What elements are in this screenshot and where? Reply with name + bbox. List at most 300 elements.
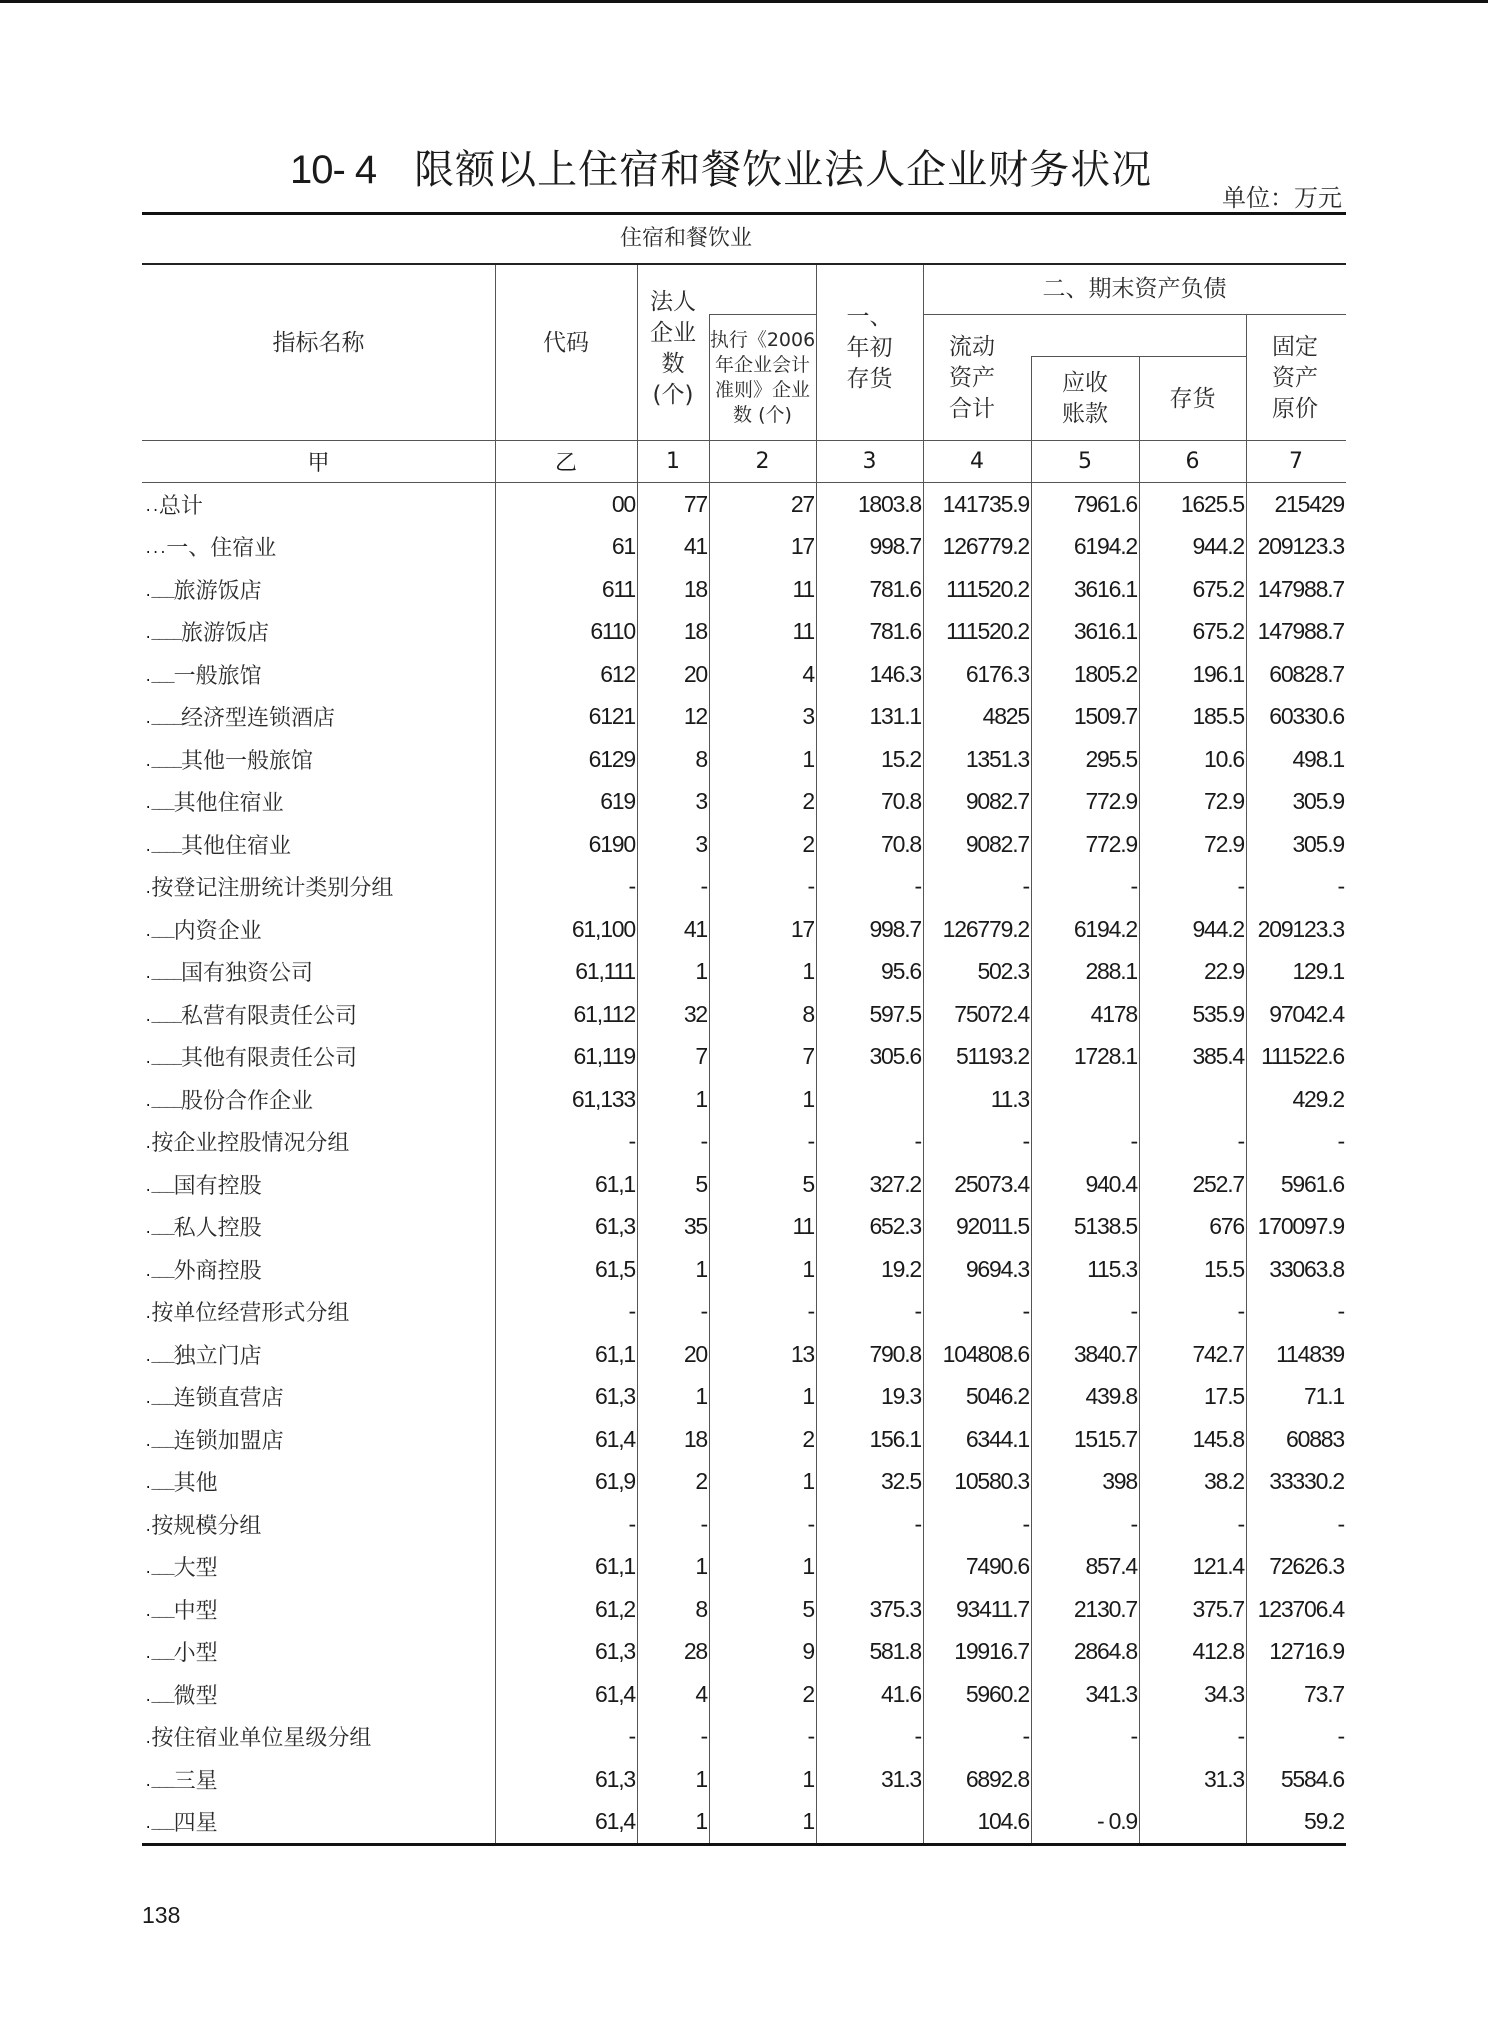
industry-caption-text: 住宿和餐饮业	[619, 226, 752, 251]
table-row	[142, 1036, 1346, 1079]
row-value-col-5: 1805.2	[1073, 660, 1137, 687]
row-value-col-7: 71.1	[1304, 1383, 1344, 1410]
table-top-rule	[142, 212, 1346, 215]
row-value-col-3: 1803.8	[857, 490, 921, 517]
indent-marker: .___	[144, 1349, 174, 1366]
row-value-col-2: 11	[792, 618, 814, 645]
row-value-col-2: 4	[802, 660, 814, 687]
row-value-col-1: 32	[683, 1000, 707, 1027]
row-value-col-7: 209123.3	[1257, 915, 1344, 942]
row-value-col-7: 498.1	[1292, 745, 1344, 772]
row-value-col-4: 5046.2	[965, 1383, 1029, 1410]
row-value-col-4: 92011.5	[955, 1213, 1029, 1240]
row-label: 一般旅馆	[173, 663, 262, 689]
table-row	[142, 1631, 1346, 1674]
row-label: 连锁加盟店	[173, 1428, 284, 1454]
row-value-col-3: 15.2	[881, 745, 921, 772]
header-period-end-group: 二、期末资产负债	[1042, 276, 1227, 302]
row-value-col-5: 341.3	[1085, 1680, 1137, 1707]
row-value-col-5	[1031, 1758, 1139, 1801]
row-value-col-7: -	[1337, 873, 1344, 900]
row-value-col-7: -	[1337, 1128, 1344, 1155]
row-indicator-name	[142, 1546, 495, 1589]
row-indicator-name	[142, 1758, 495, 1801]
row-value-col-1: 41	[683, 915, 707, 942]
row-label: 国有控股	[173, 1173, 262, 1199]
indent-marker: .___	[144, 669, 174, 686]
row-value-col-3: 581.8	[869, 1638, 921, 1665]
row-value-col-3: 95.6	[881, 958, 921, 985]
row-value-col-1: 1	[695, 1808, 707, 1835]
table-row	[142, 866, 1346, 909]
row-code: 6129	[588, 745, 635, 772]
row-value-col-4: 126779.2	[942, 915, 1029, 942]
column-divider	[1139, 441, 1140, 482]
indent-marker: .	[144, 1732, 152, 1748]
row-code: 61,2	[595, 1595, 635, 1622]
row-value-col-1: 18	[683, 618, 707, 645]
row-value-col-2: 17	[790, 915, 814, 942]
indent-marker: .	[144, 1519, 152, 1536]
row-value-col-4: 9694.3	[965, 1255, 1029, 1282]
row-value-col-7: 114839	[1276, 1340, 1344, 1367]
row-value-col-7: -	[1337, 1510, 1344, 1537]
row-code: 6121	[588, 703, 635, 730]
row-code: 61,3	[595, 1213, 635, 1240]
row-value-col-7: 73.7	[1304, 1680, 1344, 1707]
column-divider	[923, 441, 924, 482]
row-value-col-1: 4	[695, 1680, 707, 1707]
table-row	[142, 1716, 1346, 1759]
row-label: 经济型连锁酒店	[181, 706, 336, 732]
unit-label: 单位：万元	[1222, 184, 1342, 212]
indent-marker: .___	[144, 1477, 174, 1493]
row-value-col-1: 1	[695, 1383, 707, 1410]
row-indicator-name	[142, 1418, 495, 1461]
row-code: 611	[601, 575, 635, 602]
table-body	[142, 483, 1346, 1843]
header-current-assets: 流动 资产 合计	[949, 333, 995, 422]
row-value-col-6: -	[1237, 1723, 1244, 1750]
header-code: 代码	[543, 330, 589, 356]
row-value-col-1: 20	[683, 1340, 707, 1367]
row-value-col-3: 790.8	[869, 1340, 921, 1367]
indent-marker: .___	[144, 1222, 174, 1238]
row-value-col-5: 3616.1	[1073, 618, 1137, 645]
row-code: 619	[600, 788, 635, 815]
row-value-col-3: 781.6	[869, 618, 921, 645]
column-index-cell: 乙	[554, 451, 577, 476]
row-code: -	[628, 1128, 635, 1155]
row-label: 四星	[173, 1811, 218, 1837]
row-code: 61,4	[595, 1680, 635, 1707]
indent-marker: .___	[144, 1604, 174, 1621]
row-value-col-3: 131.1	[869, 703, 921, 730]
row-value-col-3	[816, 1078, 923, 1121]
row-value-col-4: 6176.3	[965, 660, 1029, 687]
row-value-col-6: 742.7	[1192, 1340, 1244, 1367]
row-value-col-1: 1	[695, 1553, 707, 1580]
row-value-col-6: 944.2	[1192, 915, 1244, 942]
table-number: 10- 4	[290, 148, 377, 192]
row-code: 61,3	[595, 1638, 635, 1665]
row-indicator-name	[142, 1716, 495, 1759]
header-fixed-assets: 固定 资产 原价	[1272, 333, 1318, 422]
header-receivables: 应收 账款	[1062, 370, 1108, 427]
row-value-col-1: 18	[683, 575, 707, 602]
row-code: 61,1	[595, 1553, 635, 1580]
row-value-col-5: 7961.6	[1073, 490, 1137, 517]
row-value-col-5: 1728.1	[1073, 1043, 1137, 1070]
row-code: 61,119	[573, 1043, 635, 1070]
row-indicator-name	[142, 951, 495, 994]
row-value-col-2: 11	[792, 1213, 814, 1240]
row-value-col-2: 2	[802, 830, 814, 857]
row-value-col-7: 60883	[1286, 1425, 1344, 1452]
row-code: 61,5	[595, 1255, 635, 1282]
table-row	[142, 1333, 1346, 1376]
row-value-col-4: 141735.9	[942, 490, 1029, 517]
row-value-col-4: 111520.2	[946, 575, 1029, 602]
table-row	[142, 1248, 1346, 1291]
table-row	[142, 1078, 1346, 1121]
row-label: 旅游饭店	[173, 578, 262, 604]
row-value-col-6: 675.2	[1192, 618, 1244, 645]
row-value-col-1: 1	[695, 1255, 707, 1282]
row-value-col-7: 429.2	[1292, 1085, 1344, 1112]
row-value-col-6	[1139, 1801, 1246, 1844]
row-code: 6110	[590, 618, 635, 645]
header-inventory: 存货	[1169, 385, 1216, 412]
row-value-col-4: 6892.8	[965, 1765, 1029, 1792]
row-value-col-3: 998.7	[869, 915, 921, 942]
row-code: 61,3	[595, 1765, 635, 1792]
row-value-col-5: 2130.7	[1073, 1595, 1137, 1622]
column-index-row	[142, 440, 1346, 483]
indent-marker: ...	[144, 542, 167, 558]
row-value-col-2: 1	[802, 1383, 814, 1410]
row-value-col-4: 19916.7	[954, 1638, 1029, 1665]
indent-marker: .	[144, 1137, 152, 1153]
row-value-col-1: 18	[683, 1425, 707, 1452]
table-row	[142, 993, 1346, 1036]
row-value-col-3: 597.5	[869, 1000, 921, 1027]
row-value-col-4: 9082.7	[965, 830, 1029, 857]
row-value-col-3: 375.3	[869, 1595, 921, 1622]
row-indicator-name	[142, 993, 495, 1036]
indent-marker: .___	[144, 1689, 174, 1706]
row-label: 一、住宿业	[166, 536, 277, 562]
row-value-col-7: 215429	[1274, 490, 1344, 517]
page-number: 138	[142, 1902, 181, 1928]
row-value-col-3: 70.8	[881, 788, 921, 815]
row-code: 61,3	[595, 1383, 635, 1410]
row-value-col-4: -	[1022, 1510, 1029, 1537]
indent-marker: .___	[144, 1774, 174, 1791]
row-value-col-7: 5584.6	[1280, 1765, 1344, 1792]
row-code: 61,4	[595, 1425, 635, 1452]
row-value-col-2: 5	[802, 1170, 814, 1197]
row-value-col-6: -	[1237, 1510, 1244, 1537]
row-value-col-7: 5961.6	[1280, 1170, 1344, 1197]
row-code: 6190	[588, 830, 635, 857]
row-value-col-6: 675.2	[1192, 575, 1244, 602]
table-row	[142, 1461, 1346, 1504]
indent-marker: .___	[144, 1647, 174, 1663]
row-indicator-name	[142, 1376, 495, 1419]
row-code: 61,112	[573, 1000, 635, 1027]
row-value-col-5: 3840.7	[1073, 1340, 1137, 1367]
row-code: 61,100	[571, 915, 635, 942]
row-label: 其他	[173, 1471, 218, 1497]
row-value-col-7: 129.1	[1292, 958, 1344, 985]
row-indicator-name	[142, 1631, 495, 1674]
row-value-col-6: 252.7	[1192, 1170, 1244, 1197]
row-value-col-3: -	[914, 1723, 921, 1750]
table-row	[142, 823, 1346, 866]
row-indicator-name	[142, 1801, 495, 1844]
row-value-col-5: 5138.5	[1073, 1213, 1137, 1240]
row-indicator-name	[142, 611, 495, 654]
row-code: 61,1	[595, 1340, 635, 1367]
row-value-col-1: 8	[695, 745, 707, 772]
table-row	[142, 1418, 1346, 1461]
row-value-col-2: 1	[802, 745, 814, 772]
row-value-col-3: 70.8	[881, 830, 921, 857]
row-value-col-2: 1	[802, 1468, 814, 1495]
row-value-col-2: 7	[802, 1043, 814, 1070]
row-value-col-2: 5	[802, 1595, 814, 1622]
row-indicator-name	[142, 1078, 495, 1121]
row-value-col-7: 59.2	[1304, 1808, 1344, 1835]
row-label: 按登记注册统计类别分组	[151, 876, 394, 902]
row-value-col-1: -	[700, 1723, 707, 1750]
row-value-col-1: 12	[683, 703, 707, 730]
row-value-col-1: 41	[683, 533, 707, 560]
row-value-col-2: 3	[802, 703, 814, 730]
table-title: 限额以上住宿和餐饮业法人企业财务状况	[414, 147, 1153, 193]
row-value-col-6: 676	[1209, 1213, 1244, 1240]
row-value-col-4: 10580.3	[954, 1468, 1029, 1495]
row-value-col-3: 41.6	[881, 1680, 921, 1707]
row-code: 61,1	[595, 1170, 635, 1197]
row-value-col-5: 857.4	[1085, 1553, 1137, 1580]
row-label: 国有独资公司	[181, 961, 314, 987]
row-value-col-6: 145.8	[1192, 1425, 1244, 1452]
row-value-col-6: 31.3	[1204, 1765, 1244, 1792]
row-value-col-2: 27	[790, 490, 814, 517]
indent-marker: ..	[144, 499, 159, 516]
row-code: 612	[600, 660, 635, 687]
row-value-col-6: 34.3	[1204, 1680, 1244, 1707]
row-value-col-3: 998.7	[869, 533, 921, 560]
row-indicator-name	[142, 526, 495, 569]
row-value-col-4: 6344.1	[965, 1425, 1029, 1452]
row-value-col-5: 1509.7	[1073, 703, 1137, 730]
table-row	[142, 696, 1346, 739]
row-value-col-5: -	[1130, 1298, 1137, 1325]
column-divider	[816, 441, 817, 482]
row-value-col-5: 398	[1102, 1468, 1137, 1495]
row-value-col-7: 12716.9	[1269, 1638, 1344, 1665]
row-value-col-3: 19.2	[881, 1255, 921, 1282]
table-row	[142, 1163, 1346, 1206]
row-indicator-name	[142, 483, 495, 526]
table-row	[142, 1546, 1346, 1589]
row-value-col-1: 2	[695, 1468, 707, 1495]
row-label: 连锁直营店	[173, 1386, 284, 1412]
row-value-col-5: -	[1130, 1128, 1137, 1155]
row-value-col-7: 72626.3	[1269, 1553, 1344, 1580]
column-index-cell: 甲	[307, 451, 330, 476]
row-label: 中型	[173, 1598, 218, 1624]
row-value-col-1: 3	[695, 788, 707, 815]
table-row	[142, 653, 1346, 696]
row-value-col-4: 4825	[982, 703, 1029, 730]
row-value-col-7: 209123.3	[1257, 533, 1344, 560]
row-value-col-4: 1351.3	[965, 745, 1029, 772]
row-value-col-7: -	[1337, 1723, 1344, 1750]
row-value-col-1: 7	[695, 1043, 707, 1070]
table-row	[142, 483, 1346, 526]
row-value-col-2: 9	[802, 1638, 814, 1665]
row-value-col-3: -	[914, 873, 921, 900]
row-value-col-7: 305.9	[1292, 830, 1344, 857]
header-opening-inventory: 一、 年初 存货	[846, 304, 893, 392]
row-indicator-name	[142, 653, 495, 696]
row-indicator-name	[142, 738, 495, 781]
row-value-col-1: 5	[695, 1170, 707, 1197]
row-value-col-2: 17	[790, 533, 814, 560]
column-divider	[1031, 441, 1032, 482]
row-value-col-7: 60330.6	[1269, 703, 1344, 730]
row-value-col-5: 3616.1	[1073, 575, 1137, 602]
row-value-col-2: 1	[802, 1808, 814, 1835]
row-value-col-3: 32.5	[881, 1468, 921, 1495]
row-label: 按单位经营形式分组	[151, 1301, 350, 1327]
indent-marker: .___	[144, 797, 174, 813]
row-code: -	[628, 1298, 635, 1325]
row-indicator-name	[142, 1206, 495, 1249]
row-value-col-6: -	[1237, 873, 1244, 900]
column-index-cell: 5	[1078, 449, 1092, 474]
row-value-col-5: 6194.2	[1073, 533, 1137, 560]
row-value-col-6: 15.5	[1204, 1255, 1244, 1282]
row-value-col-6: 196.1	[1192, 660, 1244, 687]
row-indicator-name	[142, 568, 495, 611]
row-value-col-7: 147988.7	[1257, 575, 1344, 602]
row-value-col-6	[1139, 1078, 1246, 1121]
row-value-col-3	[816, 1546, 923, 1589]
row-label: 股份合作企业	[181, 1088, 314, 1114]
row-value-col-1: 3	[695, 830, 707, 857]
row-value-col-2: 2	[802, 1680, 814, 1707]
column-index-cell: 4	[970, 449, 984, 474]
row-indicator-name	[142, 1036, 495, 1079]
row-label: 独立门店	[173, 1343, 262, 1369]
indent-marker: .___	[144, 1434, 174, 1451]
row-indicator-name	[142, 1248, 495, 1291]
row-value-col-5: -	[1130, 1510, 1137, 1537]
row-value-col-6: -	[1237, 1298, 1244, 1325]
row-value-col-4: 126779.2	[942, 533, 1029, 560]
row-value-col-1: 8	[695, 1595, 707, 1622]
row-value-col-3: 327.2	[869, 1170, 921, 1197]
row-value-col-6: 185.5	[1192, 703, 1244, 730]
row-value-col-3: -	[914, 1510, 921, 1537]
row-indicator-name	[142, 1291, 495, 1334]
row-value-col-5: 295.5	[1085, 745, 1137, 772]
row-value-col-3: 31.3	[881, 1765, 921, 1792]
column-divider	[709, 441, 710, 482]
row-value-col-4: 502.3	[977, 958, 1029, 985]
row-value-col-4: 5960.2	[965, 1680, 1029, 1707]
row-label: 按住宿业单位星级分组	[151, 1726, 372, 1752]
row-value-col-5: 940.4	[1085, 1170, 1137, 1197]
row-value-col-2: 8	[802, 1000, 814, 1027]
table-row	[142, 568, 1346, 611]
row-value-col-4: 104.6	[977, 1808, 1029, 1835]
row-value-col-6: 385.4	[1192, 1043, 1244, 1070]
row-label: 小型	[173, 1641, 218, 1667]
row-value-col-3: 146.3	[869, 660, 921, 687]
indent-marker: .____	[144, 627, 182, 643]
row-value-col-5: 4178	[1090, 1000, 1137, 1027]
row-value-col-5: 772.9	[1085, 830, 1137, 857]
row-value-col-5: 2864.8	[1073, 1638, 1137, 1665]
row-value-col-5: -	[1130, 1723, 1137, 1750]
row-value-col-3: -	[914, 1298, 921, 1325]
indent-marker: .___	[144, 1179, 174, 1196]
row-code: 61,111	[575, 958, 635, 985]
row-code: 61,9	[595, 1468, 635, 1495]
row-value-col-3: 781.6	[869, 575, 921, 602]
row-value-col-7: 147988.7	[1257, 618, 1344, 645]
column-index-cell: 3	[862, 449, 877, 474]
row-value-col-3: 19.3	[881, 1383, 921, 1410]
row-value-col-6: 17.5	[1204, 1383, 1244, 1410]
row-value-col-1: 1	[695, 1085, 707, 1112]
row-value-col-1: 28	[683, 1638, 707, 1665]
row-value-col-4: -	[1022, 1723, 1029, 1750]
table-bottom-rule	[142, 1843, 1346, 1846]
indent-marker: .____	[144, 1052, 182, 1068]
row-label: 其他一般旅馆	[181, 748, 314, 774]
row-value-col-3: 652.3	[869, 1213, 921, 1240]
header-indicator-name: 指标名称	[272, 330, 365, 356]
indent-marker: .____	[144, 1009, 182, 1026]
row-label: 外商控股	[173, 1258, 262, 1284]
column-index-cell: 7	[1289, 449, 1303, 474]
row-label: 大型	[173, 1556, 218, 1582]
indent-marker: .____	[144, 754, 182, 771]
row-value-col-5: 1515.7	[1073, 1425, 1137, 1452]
indent-marker: .____	[144, 967, 182, 983]
row-indicator-name	[142, 696, 495, 739]
indent-marker: .___	[144, 1562, 174, 1578]
table-row	[142, 1206, 1346, 1249]
table-row	[142, 738, 1346, 781]
row-value-col-3: 156.1	[869, 1425, 921, 1452]
row-value-col-7: -	[1337, 1298, 1344, 1325]
indent-marker: .___	[144, 1392, 174, 1408]
page-title	[290, 138, 1152, 195]
indent-marker: .___	[144, 1817, 174, 1833]
row-value-col-5	[1031, 1078, 1139, 1121]
row-code: 61,133	[571, 1085, 635, 1112]
row-value-col-7: 33330.2	[1269, 1468, 1344, 1495]
row-value-col-6: 535.9	[1192, 1000, 1244, 1027]
